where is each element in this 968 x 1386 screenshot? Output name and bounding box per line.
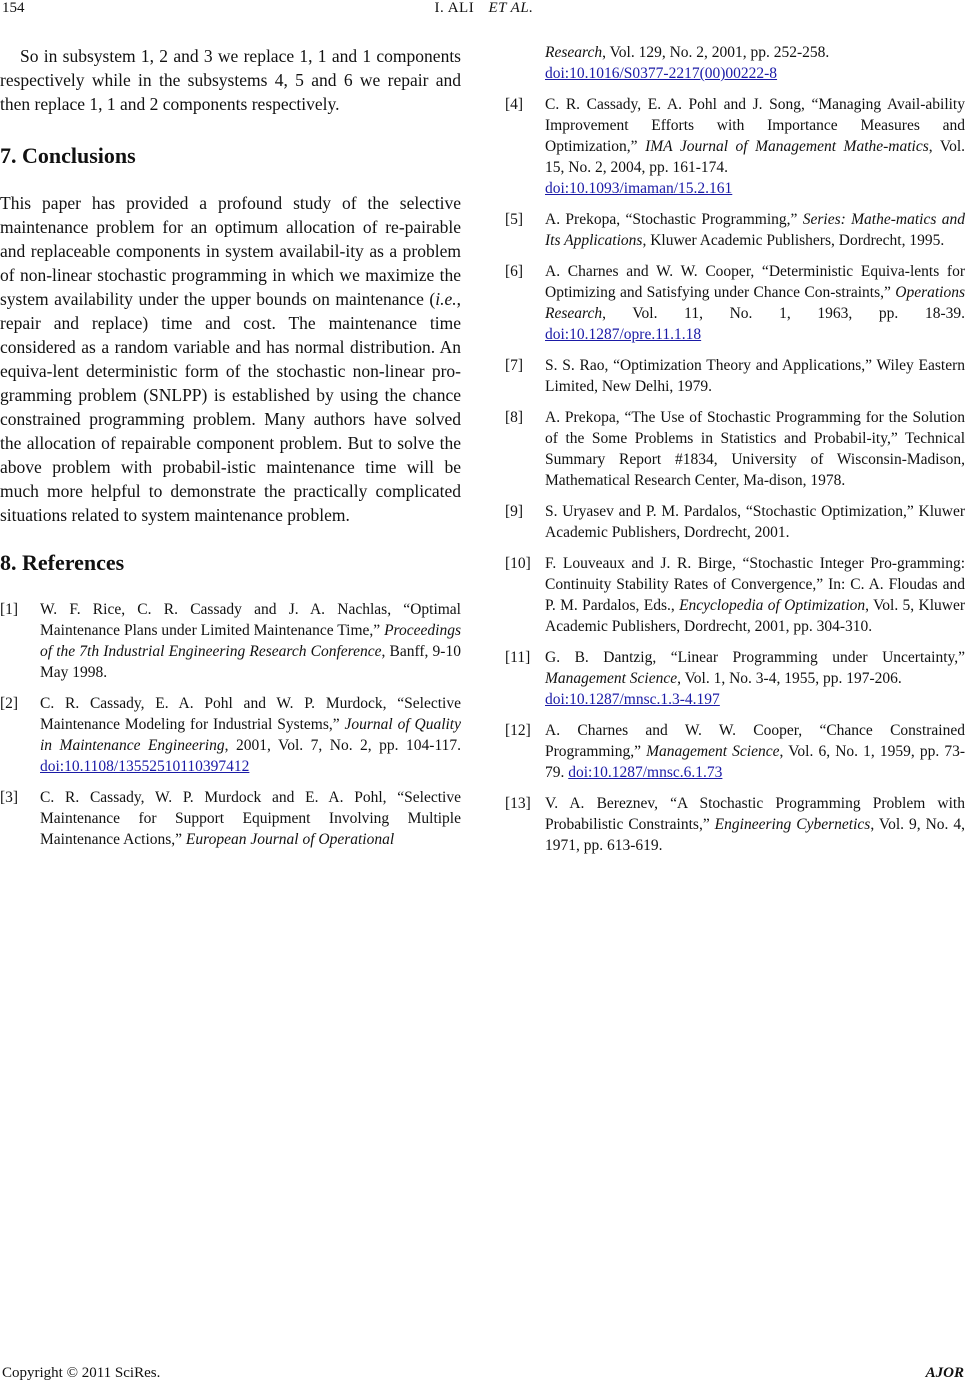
journal-footer: AJOR	[925, 1365, 964, 1381]
running-header	[0, 0, 968, 17]
right-column	[505, 42, 965, 866]
left-column	[0, 44, 461, 860]
doi-link[interactable]: doi:10.1287/mnsc.1.3-4.197	[545, 691, 720, 708]
doi-link[interactable]: doi:10.1287/opre.11.1.18	[545, 326, 702, 343]
reference-continuation: Research, Vol. 129, No. 2, 2001, pp. 252-258. doi:10.1016/S0377-2217(00)00222-8	[545, 44, 830, 82]
reference-item: [6] A. Charnes and W. W. Cooper, “Deterministic Equiva-lents for Optimizing and Satisfying under Chance Con-straints,” Operations Research, Vol. 11, No. 1, 1963, pp. 18-39. doi:10.1287/opre.11.1.18	[505, 263, 965, 343]
references-heading: 8. References	[0, 550, 125, 575]
reference-item: [8] A. Prekopa, “The Use of Stochastic Programming for the Solution of the Some Problems in Statistics and Probabil-ity,” Technical Summary Report #1834, University of Wisconsin-Madison, Mathematical Research Center, Ma-dison, 1978.	[505, 409, 965, 489]
intro-paragraph: So in subsystem 1, 2 and 3 we replace 1, 1 and 1 components respectively while in the subsystems 4, 5 and 6 we repair and then replace 1, 1 and 2 components respectively.	[0, 46, 461, 114]
reference-item: [4] C. R. Cassady, E. A. Pohl and J. Song, “Managing Avail-ability Improvement Efforts with Importance Measures and Optimization,” IMA Journal of Management Mathe-matics, Vol. 15, No. 2, 2004, pp. 161-174. doi:10.1093/imaman/15.2.161	[505, 96, 966, 197]
reference-item: [2] C. R. Cassady, E. A. Pohl and W. P. Murdock, “Selective Maintenance Modeling for Industrial Systems,” Journal of Quality in Maintenance Engineering, 2001, Vol. 7, No. 2, pp. 104-117. doi:10.1108/13552510110397412	[0, 695, 461, 775]
reference-item: [3] C. R. Cassady, W. P. Murdock and E. A. Pohl, “Selective Maintenance for Support Equipment Involving Multiple Maintenance Actions,” European Journal of Operational	[0, 789, 461, 848]
copyright-footer: Copyright © 2011 SciRes.	[2, 1365, 161, 1381]
page-number: 154	[2, 0, 25, 16]
doi-link[interactable]: doi:10.1287/mnsc.6.1.73	[568, 764, 723, 781]
reference-item: [10] F. Louveaux and J. R. Birge, “Stochastic Integer Pro-gramming: Continuity Stability Rates of Convergence,” In: C. A. Floudas and P. M. Pardalos, Eds., Encyclopedia of Optimization, Vol. 5, Kluwer Academic Publishers, Dordrecht, 2001, pp. 304-310.	[505, 555, 965, 635]
reference-item: [11] G. B. Dantzig, “Linear Programming under Uncertainty,” Management Science, Vol. 1, No. 3-4, 1955, pp. 197-206. doi:10.1287/mnsc.1.3-4.197	[505, 649, 965, 708]
running-header-et-al: ET AL.	[488, 0, 534, 16]
reference-item: [7] S. S. Rao, “Optimization Theory and Applications,” Wiley Eastern Limited, New Delhi, 1979.	[505, 357, 965, 395]
reference-item: [9] S. Uryasev and P. M. Pardalos, “Stochastic Optimization,” Kluwer Academic Publishers, Dordrecht, 2001.	[505, 503, 965, 541]
running-header-authors: I. ALI	[434, 0, 475, 16]
doi-link[interactable]: doi:10.1093/imaman/15.2.161	[545, 180, 733, 197]
conclusions-heading: 7. Conclusions	[0, 143, 136, 168]
reference-item: [13] V. A. Bereznev, “A Stochastic Programming Problem with Probabilistic Constraints,” Engineering Cybernetics, Vol. 9, No. 4, 1971, pp. 613-619.	[505, 795, 965, 854]
reference-item: [1] W. F. Rice, C. R. Cassady and J. A. Nachlas, “Optimal Maintenance Plans under Limited Maintenance Time,” Proceedings of the 7th Industrial Engineering Research Conference, Banff, 9-10 May 1998.	[0, 601, 461, 681]
reference-item: [12] A. Charnes and W. W. Cooper, “Chance Constrained Programming,” Management Science, Vol. 6, No. 1, 1959, pp. 73-79. doi:10.1287/mnsc.6.1.73	[505, 722, 966, 781]
doi-link[interactable]: doi:10.1016/S0377-2217(00)00222-8	[545, 65, 778, 82]
doi-link[interactable]: doi:10.1108/13552510110397412	[40, 758, 250, 775]
reference-item: [5] A. Prekopa, “Stochastic Programming,” Series: Mathe-matics and Its Applications, Kluwer Academic Publishers, Dordrecht, 1995.	[505, 211, 965, 249]
conclusions-paragraph: This paper has provided a profound study of the selective maintenance problem for an optimum allocation of re-pairable and replaceable components in system availabil-ity as a problem of non-linear stochastic programming in which we maximize the system availability under the upper bounds on maintenance (i.e., repair and replace) time and cost. The maintenance time considered as a random variable and has normal distribution. An equiva-lent deterministic form of the stochastic non-linear pro-gramming problem (SNLPP) is established by using the chance constrained programming problem. Many authors have solved the allocation of repairable component problem. But to solve the above problem with probabil-istic maintenance time will be much more helpful to demonstrate the practically complicated situations related to system maintenance problem.	[0, 193, 461, 525]
